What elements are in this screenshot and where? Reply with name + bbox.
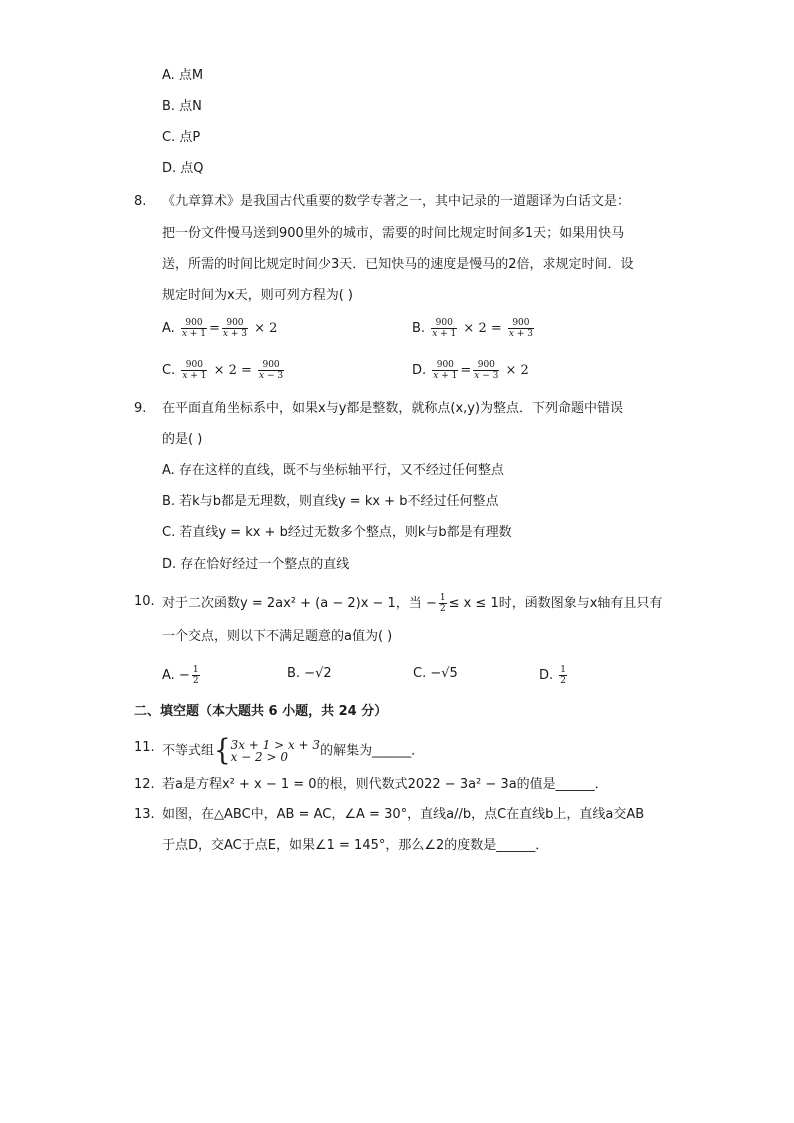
q10-option-d: [539, 665, 569, 686]
q8-option-b-label: B.: [412, 321, 426, 336]
q11-number: 11.: [134, 740, 155, 755]
q11-prefix: 不等式组: [162, 743, 215, 759]
section-2-heading: 二、填空题（本大题共 6 小题，共 24 分）: [134, 704, 388, 719]
fraction: $\frac{900}{x + 1}$: [182, 360, 207, 381]
q10-option-c: C. −√5: [413, 666, 458, 681]
fraction: $\frac{900}{x + 3}$: [508, 318, 533, 339]
q8-option-c: C. $\frac{900}{x + 1}$ × 2 = $\frac{900}{x - 3}$: [162, 360, 284, 381]
q9-option-b: B. 若k与b都是无理数，则直线y = kx + b不经过任何整点: [162, 494, 499, 509]
q9-number: 9.: [134, 401, 147, 416]
fraction: $\frac{900}{x + 1}$: [433, 360, 458, 381]
q10-line-2: 一个交点，则以下不满足题意的a值为( ): [162, 629, 393, 644]
q10-line-1: [162, 593, 662, 614]
q7-option-b: B. 点N: [162, 99, 202, 114]
fraction-one-half: $\frac{1}{2}$: [439, 593, 446, 614]
q8-option-d-label: D.: [412, 363, 427, 378]
q11-suffix: 的解集为______．: [320, 743, 425, 759]
q9-option-d: D. 存在恰好经过一个整点的直线: [162, 557, 350, 572]
q11-line: [162, 734, 425, 768]
q8-line-1: 《九章算术》是我国古代重要的数学专著之一，其中记录的一道题译为白话文是：: [162, 194, 631, 209]
q13-line-1: 如图，在△ABC中，AB = AC，∠A = 30°，直线a//b，点C在直线b上，直线a交AB: [162, 807, 645, 822]
inequality-2: x − 2 > 0: [230, 750, 288, 764]
q12-line: 若a是方程x² + x − 1 = 0的根，则代数式2022 − 3a² − 3a的值是______．: [162, 777, 608, 792]
q9-option-c: C. 若直线y = kx + b经过无数多个整点，则k与b都是有理数: [162, 525, 512, 540]
q8-option-a-label: A.: [162, 321, 175, 336]
q9-option-a: A. 存在这样的直线，既不与坐标轴平行，又不经过任何整点: [162, 463, 504, 478]
q7-option-d: D. 点Q: [162, 161, 204, 176]
q13-line-2: 于点D，交AC于点E，如果∠1 = 145°，那么∠2的度数是______．: [162, 838, 549, 853]
inequality-system: [231, 739, 321, 763]
inequality-1: 3x + 1 > x + 3: [230, 738, 321, 752]
q8-line-4: 规定时间为x天，则可列方程为( ): [162, 288, 353, 303]
q8-option-b: B. $\frac{900}{x + 1}$ × 2 = $\frac{900}{x + 3}$: [412, 318, 533, 339]
q8-option-c-label: C.: [162, 363, 176, 378]
q8-option-d: D. $\frac{900}{x + 1}$ = $\frac{900}{x - 3}$ × 2: [412, 360, 529, 381]
q9-line-2: 的是( ): [162, 432, 203, 447]
q10-line-1-part-a: 对于二次函数y = 2ax² + (a − 2)x − 1，当 −: [162, 596, 437, 611]
q8-option-a: A. $\frac{900}{x + 1}$ = $\frac{900}{x + 3}$ × 2: [162, 318, 278, 339]
q9-line-1: 在平面直角坐标系中，如果x与y都是整数，就称点(x,y)为整点．下列命题中错误: [162, 401, 624, 416]
q7-option-c: C. 点P: [162, 130, 201, 145]
fraction: $\frac{900}{x + 1}$: [432, 318, 457, 339]
fraction-one-half: $\frac{1}{2}$: [192, 665, 199, 686]
fraction: $\frac{900}{x + 3}$: [222, 318, 247, 339]
q8-line-3: 送，所需的时间比规定时间少3天．已知快马的速度是慢马的2倍，求规定时间．设: [162, 257, 634, 272]
q10-number: 10.: [134, 594, 155, 609]
fraction: $\frac{900}{x - 3}$: [259, 360, 284, 381]
q10-line-1-part-b: ≤ x ≤ 1时，函数图象与x轴有且只有: [448, 596, 663, 611]
q8-line-2: 把一份文件慢马送到900里外的城市，需要的时间比规定时间多1天；如果用快马: [162, 226, 625, 241]
brace-icon: {: [214, 734, 231, 768]
fraction: $\frac{900}{x + 1}$: [181, 318, 207, 339]
q7-option-a: A. 点M: [162, 68, 204, 83]
q10-option-d-label: D.: [539, 668, 554, 683]
q10-option-a: [162, 665, 202, 686]
fraction: $\frac{900}{x - 3}$: [474, 360, 499, 381]
q12-number: 12.: [134, 777, 155, 792]
fraction-one-half: $\frac{1}{2}$: [560, 665, 567, 686]
q10-option-a-label: A. −: [162, 668, 190, 683]
q8-number: 8.: [134, 194, 147, 209]
q10-option-b: B. −√2: [287, 666, 332, 681]
q13-number: 13.: [134, 807, 155, 822]
